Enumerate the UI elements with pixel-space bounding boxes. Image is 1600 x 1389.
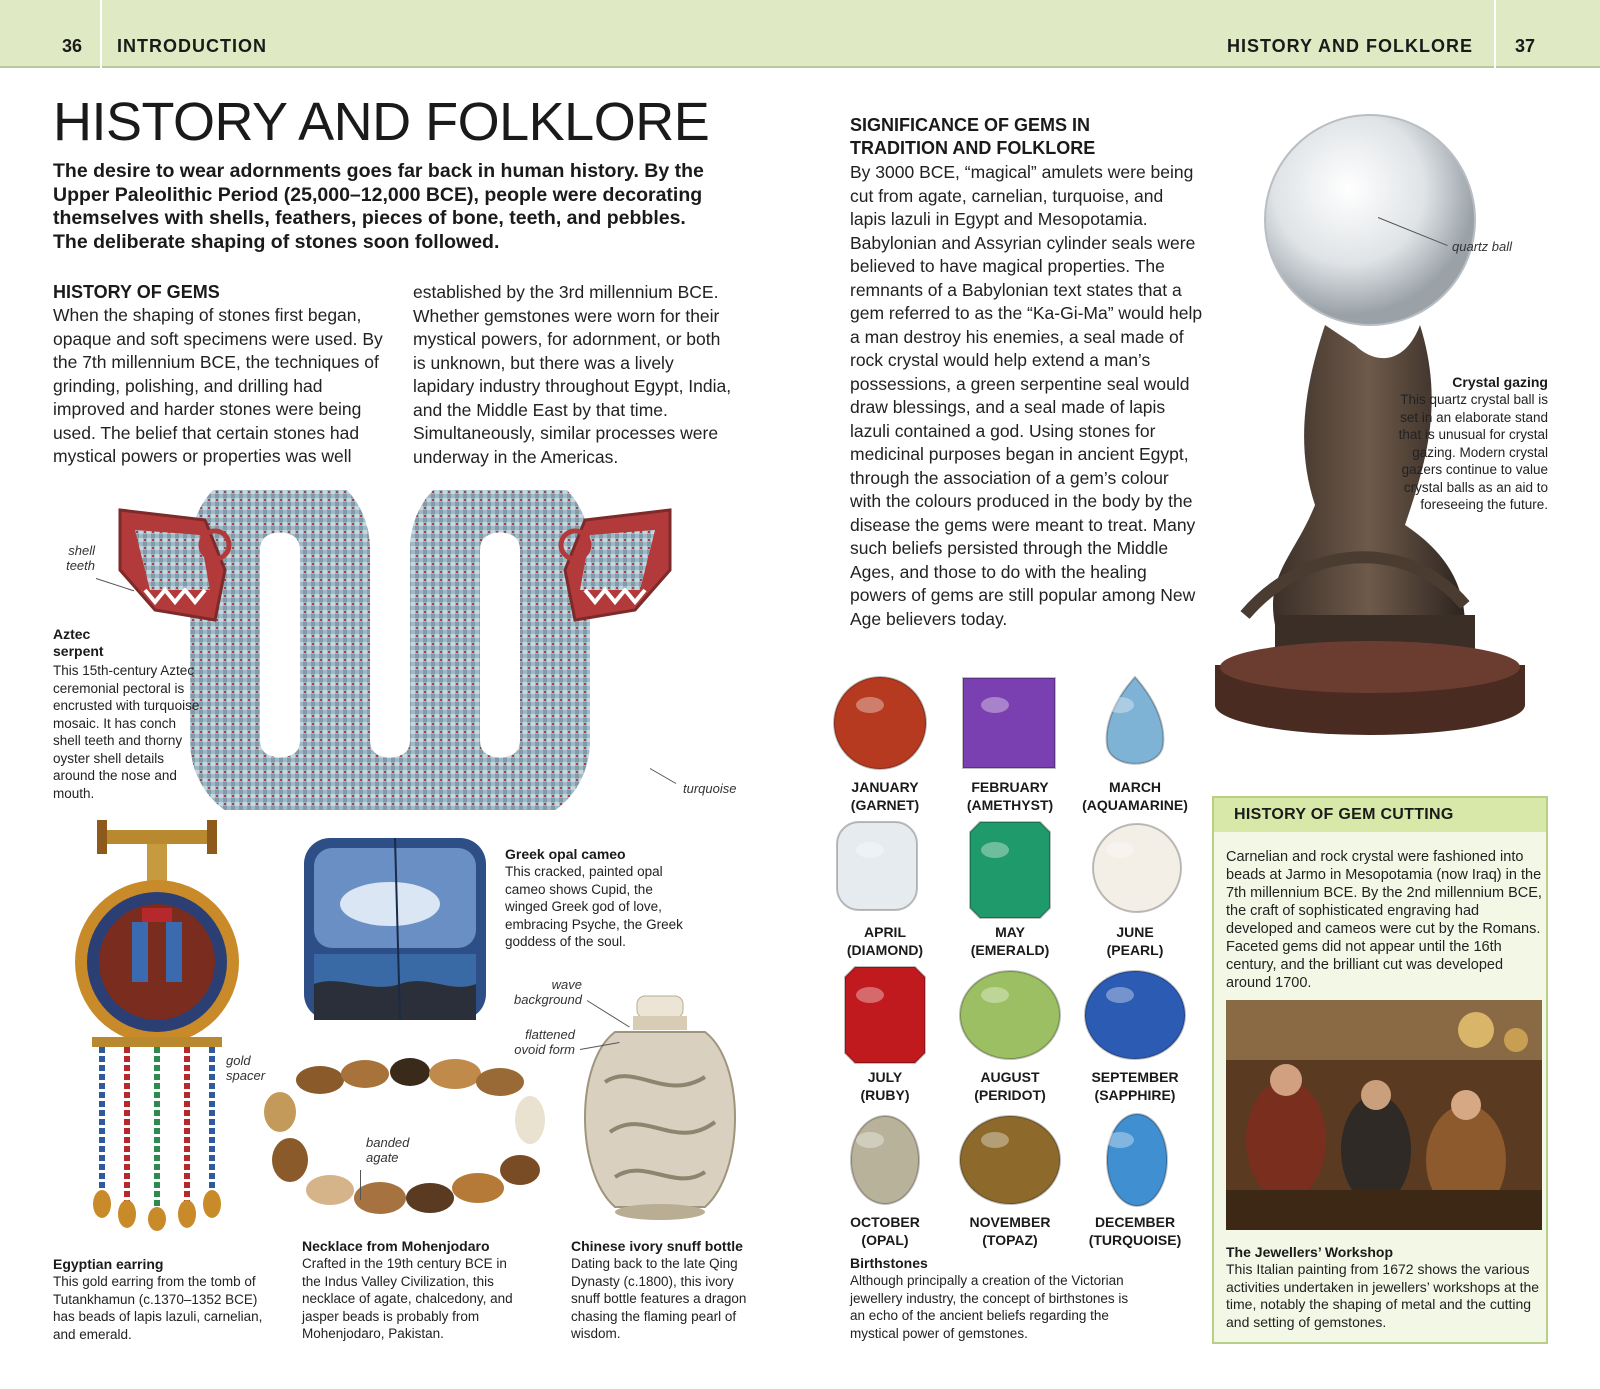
significance-text: By 3000 BCE, “magical” amulets were being cut from agate, carnelian, turquoise, and lapis lazuli in Egypt and Mesopotamia. Babylonian and Assyrian cylinder seals were believed to have magical properties. The remnants of a Babylonian text states that a gem referred to as the “Ka-Gi-Ma” would help a man destroy his enemies, a seal made of rock crystal would help extend a man’s possessions, a green serpentine seal would draw blessings, and a seal made of lapis lazuli contained a god. Using stones for medicinal purposes began in ancient Egypt, through the association of a gem’s colour with the colours produced in the body by the disease the gems were meant to treat. Many such beliefs persisted through the Middle Ages, and those to do with the healing powers of gems are still popular among New Age believers today. [850, 162, 1203, 629]
right-page-number: 37 [1515, 36, 1536, 56]
birthstone-month: FEBRUARY [971, 779, 1049, 795]
birthstone-month: DECEMBER [1094, 1214, 1176, 1230]
birthstone-month: NOVEMBER [969, 1214, 1051, 1230]
snuff-bottle-image [575, 992, 745, 1222]
birthstone-march-gem [1075, 675, 1195, 775]
birthstone-june-label [1070, 924, 1200, 959]
birthstone-december-gem [1075, 1110, 1195, 1210]
right-section-title: HISTORY AND FOLKLORE [1227, 36, 1474, 56]
gem-shape [1085, 971, 1185, 1059]
intro-paragraph: The desire to wear adornments goes far back in human history. By the Upper Paleolithic Period (25,000–12,000 BCE), people were decorating themselves with shells, feathers, pieces of bone, teeth, and pebbles. The deliberate shaping of stones soon followed. [53, 160, 704, 253]
birthstone-june-gem [1075, 820, 1195, 920]
ovoid-form-label: flattened ovoid form [514, 1027, 575, 1057]
page-title: HISTORY AND FOLKLORE [53, 92, 710, 152]
gem-shape [963, 678, 1055, 768]
gem-highlight [1106, 842, 1134, 858]
gold-spacer-label: gold spacer [226, 1053, 266, 1083]
birthstone-january-gem [825, 675, 945, 775]
birthstone-may-gem [950, 820, 1070, 920]
birthstones-caption: Although principally a creation of the Victorian jewellery industry, the concept of birthstones is an echo of the ancient beliefs regarding the mystical power of gemstones. [850, 1273, 1129, 1341]
gem-shape [1093, 824, 1181, 912]
gem-highlight [981, 1132, 1009, 1148]
jewellers-workshop-painting [1226, 1000, 1542, 1230]
birthstone-name: (RUBY) [860, 1086, 910, 1103]
gem-highlight [981, 842, 1009, 858]
birthstone-month: JANUARY [851, 779, 919, 795]
snuff-caption-title: Chinese ivory snuff bottle [571, 1238, 743, 1254]
leader-line [360, 1170, 361, 1200]
gem-highlight [981, 987, 1009, 1003]
workshop-caption-title: The Jewellers’ Workshop [1226, 1244, 1394, 1260]
birthstone-january-label [820, 779, 950, 814]
gem-cutting-heading: HISTORY OF GEM CUTTING [1214, 798, 1546, 832]
gem-highlight [981, 697, 1009, 713]
birthstone-may-label [945, 924, 1075, 959]
header-divider [100, 0, 102, 68]
quartz-ball-label: quartz ball [1452, 239, 1512, 254]
page-header [0, 0, 1600, 68]
birthstone-november-gem [950, 1110, 1070, 1210]
birthstone-november-label [945, 1214, 1075, 1249]
header-divider [1494, 0, 1496, 68]
gem-shape [960, 971, 1060, 1059]
banded-agate-label: banded agate [366, 1135, 410, 1165]
gem-highlight [856, 1132, 884, 1148]
birthstone-october-gem [825, 1110, 945, 1210]
gem-shape [960, 1116, 1060, 1204]
cameo-caption: This cracked, painted opal cameo shows Cupid, the winged Greek god of love, embracing Psyche, the Greek goddess of the soul. [505, 864, 683, 949]
gem-shape [1107, 1114, 1167, 1206]
birthstone-name: (GARNET) [850, 796, 920, 813]
gem-shape [851, 1116, 919, 1204]
significance-heading-line1: SIGNIFICANCE OF GEMS IN [850, 115, 1091, 135]
gem-shape [1107, 677, 1164, 764]
birthstone-month: SEPTEMBER [1091, 1069, 1179, 1085]
birthstone-month: MARCH [1108, 779, 1162, 795]
birthstone-name: (AMETHYST) [966, 796, 1054, 813]
gem-shape [837, 822, 917, 910]
birthstone-october-label [820, 1214, 950, 1249]
birthstone-name: (AQUAMARINE) [1082, 796, 1188, 813]
greek-opal-cameo-image [300, 834, 490, 1024]
birthstone-september-label [1070, 1069, 1200, 1104]
birthstone-july-gem [825, 965, 945, 1065]
aztec-caption-title: Aztec serpent [53, 626, 104, 659]
gem-shape [845, 967, 925, 1063]
gem-highlight [856, 697, 884, 713]
birthstone-name: (TOPAZ) [982, 1231, 1038, 1248]
birthstone-month: OCTOBER [850, 1214, 920, 1230]
birthstone-name: (EMERALD) [970, 941, 1050, 958]
left-section-title: INTRODUCTION [117, 36, 267, 56]
birthstone-name: (SAPPHIRE) [1094, 1086, 1176, 1103]
gem-highlight [856, 987, 884, 1003]
birthstone-month: APRIL [864, 924, 906, 940]
turquoise-label: turquoise [683, 781, 737, 796]
earring-caption: This gold earring from the tomb of Tutankhamun (c.1370–1352 BCE) has beads of lapis lazuli, carnelian, and emerald. [53, 1274, 263, 1342]
birthstone-name: (PEARL) [1106, 941, 1164, 958]
birthstone-august-gem [950, 965, 1070, 1065]
gem-shape [834, 677, 926, 769]
birthstone-month: AUGUST [980, 1069, 1040, 1085]
birthstones-caption-title: Birthstones [850, 1255, 928, 1271]
birthstone-march-label [1070, 779, 1200, 814]
birthstone-month: JULY [867, 1069, 903, 1085]
necklace-caption: Crafted in the 19th century BCE in the Indus Valley Civilization, this necklace of agate, chalcedony, and jasper beads is probably from Mohenjodaro, Pakistan. [302, 1256, 513, 1341]
gem-highlight [1106, 697, 1134, 713]
birthstone-september-gem [1075, 965, 1195, 1065]
gem-highlight [1106, 1132, 1134, 1148]
aztec-caption: This 15th-century Aztec ceremonial pectoral is encrusted with turquoise mosaic. It has conch shell teeth and thorny oyster shell details around the nose and mouth. [53, 663, 200, 801]
birthstone-april-gem [825, 820, 945, 920]
birthstone-july-label [820, 1069, 950, 1104]
cameo-caption-title: Greek opal cameo [505, 846, 626, 862]
gem-cutting-text: Carnelian and rock crystal were fashioned into beads at Jarmo in Mesopotamia (now Iraq) in the 7th millennium BCE. By the 2nd millennium BCE, the craft of sophisticated engraving had developed and cameos were cut by the Romans. Faceted gems did not appear until the 16th century, and the brilliant cut was developed around 1700. [1226, 849, 1542, 991]
birthstone-december-label [1070, 1214, 1200, 1249]
crystal-caption-title: Crystal gazing [1452, 374, 1548, 390]
birthstone-name: (TURQUOISE) [1088, 1231, 1182, 1248]
gem-highlight [856, 842, 884, 858]
necklace-caption-title: Necklace from Mohenjodaro [302, 1238, 490, 1254]
birthstone-name: (PERIDOT) [974, 1086, 1046, 1103]
birthstone-month: MAY [995, 924, 1025, 940]
snuff-caption: Dating back to the late Qing Dynasty (c.1800), this ivory snuff bottle features a dragon chasing the flaming pearl of wisdom. [571, 1256, 747, 1341]
birthstone-august-label [945, 1069, 1075, 1104]
history-of-gems-heading: HISTORY OF GEMS [53, 282, 220, 302]
shell-teeth-label: shell teeth [66, 543, 95, 573]
birthstone-name: (OPAL) [861, 1231, 909, 1248]
crystal-caption: This quartz crystal ball is set in an elaborate stand that is unusual for crystal gazing. Modern crystal gazers continue to value crystal balls as an aid to foreseeing the future. [1398, 392, 1548, 512]
birthstone-month: JUNE [1116, 924, 1154, 940]
history-of-gems-col2: established by the 3rd millennium BCE. Whether gemstones were worn for their mystical powers, for adornment, or both is unknown, but there was a lively lapidary industry throughout Egypt, India, and the Middle East by that time. Simultaneously, similar processes were underway in the Americas. [413, 282, 732, 467]
birthstone-name: (DIAMOND) [846, 941, 924, 958]
birthstone-february-label [945, 779, 1075, 814]
left-page-number: 36 [62, 36, 83, 56]
workshop-caption: This Italian painting from 1672 shows the various activities undertaken in jewellers’ workshops at the time, notably the shaping of metal and the cutting and setting of gemstones. [1226, 1261, 1540, 1330]
birthstone-february-gem [950, 675, 1070, 775]
gem-highlight [1106, 987, 1134, 1003]
birthstone-april-label [820, 924, 950, 959]
gem-cutting-box [1212, 796, 1548, 1344]
wave-background-label: wave background [514, 977, 582, 1007]
history-of-gems-col1: When the shaping of stones first began, opaque and soft specimens were used. By the 7th millennium BCE, the techniques of grinding, polishing, and drilling had improved and harder stones were being used. The belief that certain stones had mystical powers or properties was well [53, 305, 383, 466]
significance-heading-line2: TRADITION AND FOLKLORE [850, 138, 1096, 158]
earring-caption-title: Egyptian earring [53, 1256, 164, 1272]
gem-shape [970, 822, 1050, 918]
egyptian-earring-image [62, 812, 252, 1232]
